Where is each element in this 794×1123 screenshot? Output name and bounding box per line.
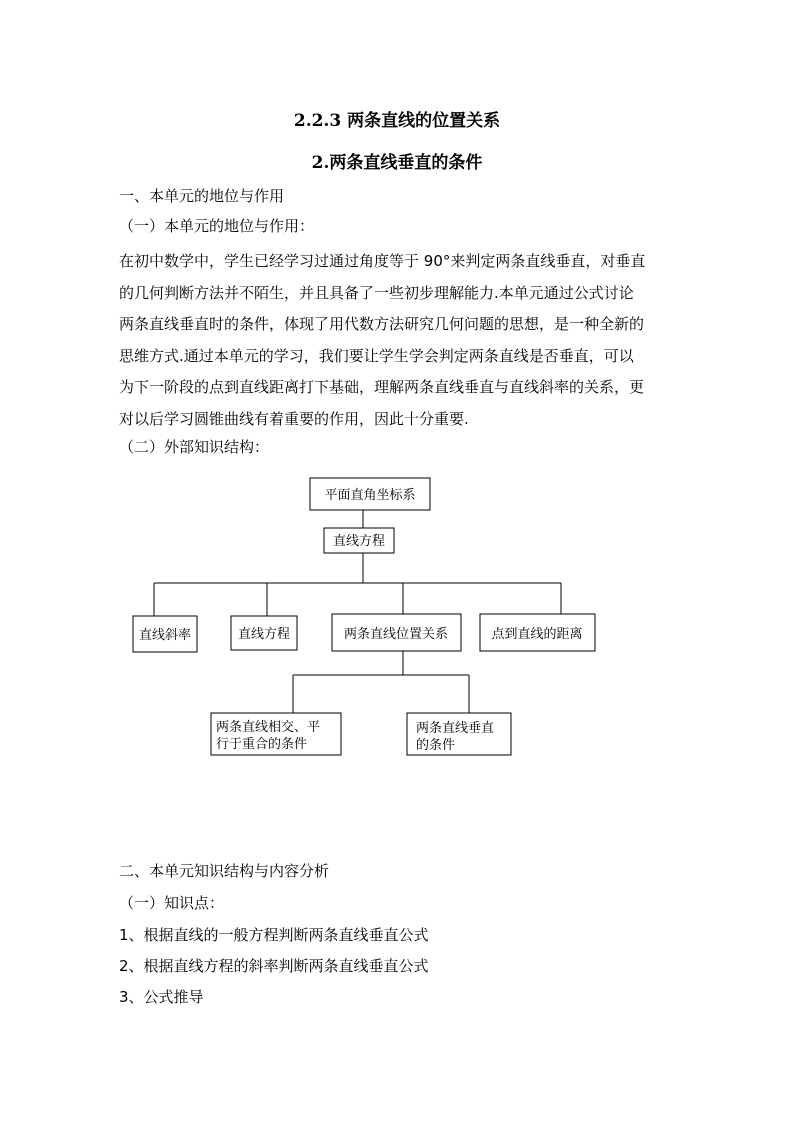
node-line-equation: [324, 528, 394, 553]
document-subtitle: 2.两条直线垂直的条件: [311, 153, 483, 173]
node-point-line-distance: [480, 614, 595, 651]
node-root: [310, 478, 430, 510]
node-two-lines-position: [332, 614, 461, 651]
node-point-line-distance-label: 点到直线的距离: [491, 627, 583, 642]
node-two-lines-position-label: 两条直线位置关系: [343, 627, 449, 642]
section-2-sub-1-heading: （一）知识点：: [119, 894, 225, 912]
section-1-heading: 一、本单元的地位与作用: [119, 187, 285, 205]
node-root-label: 平面直角坐标系: [324, 488, 416, 503]
paragraph-line: 两条直线垂直时的条件，体现了用代数方法研究几何问题的思想，是一种全新的: [119, 315, 645, 334]
node-line-equation-label: 直线方程: [332, 534, 386, 549]
paragraph-line: 思维方式.通过本单元的学习，我们要让学生学会判定两条直线是否垂直，可以: [119, 346, 634, 365]
paragraph-line: 对以后学习圆锥曲线有着重要的作用，因此十分重要.: [119, 409, 469, 428]
node-intersect-parallel-condition-label: 行于重合的条件: [216, 737, 308, 752]
node-line-equation-2-label: 直线方程: [237, 627, 291, 642]
knowledge-item: 3、公式推导: [119, 988, 204, 1006]
node-perpendicular-condition-label: 的条件: [416, 738, 456, 753]
node-intersect-parallel-condition: [211, 713, 341, 755]
section-2-heading: 二、本单元知识结构与内容分析: [119, 862, 330, 880]
paragraph-line: 的几何判断方法并不陌生，并且具备了一些初步理解能力.本单元通过公式讨论: [119, 283, 634, 302]
paragraph-line: 在初中数学中，学生已经学习过通过角度等于 90°来判定两条直线垂直，对垂直: [119, 252, 646, 270]
knowledge-item: 2、根据直线方程的斜率判断两条直线垂直公式: [119, 957, 429, 975]
node-perpendicular-condition-label: 两条直线垂直: [416, 721, 495, 736]
node-perpendicular-condition: [407, 713, 511, 755]
node-line-slope-label: 直线斜率: [138, 628, 192, 643]
document-title: 2.2.3 两条直线的位置关系: [293, 111, 501, 131]
knowledge-item: 1、根据直线的一般方程判断两条直线垂直公式: [119, 926, 429, 944]
section-1-sub-2-heading: （二）外部知识结构：: [119, 438, 270, 456]
paragraph-line: 为下一阶段的点到直线距离打下基础，理解两条直线垂直与直线斜率的关系，更: [119, 378, 645, 397]
section-1-sub-1-heading: （一）本单元的地位与作用：: [119, 217, 315, 235]
node-line-slope: [133, 616, 197, 652]
node-intersect-parallel-condition-label: 两条直线相交、平: [216, 720, 321, 735]
node-line-equation-2: [231, 616, 297, 650]
